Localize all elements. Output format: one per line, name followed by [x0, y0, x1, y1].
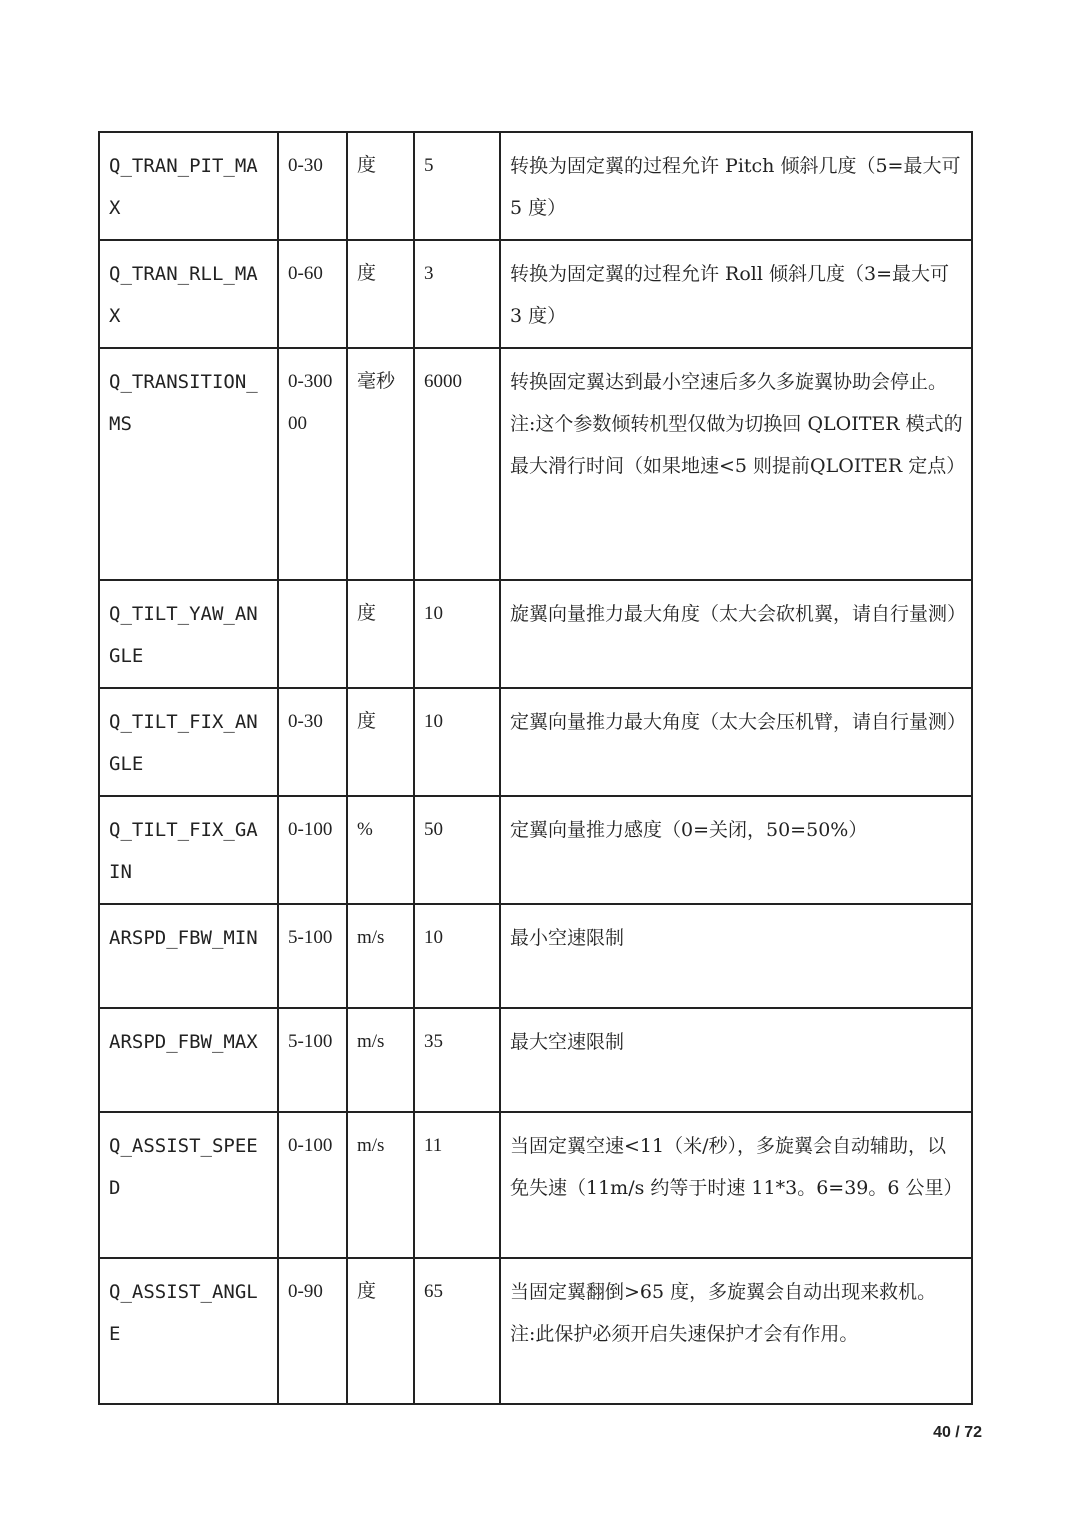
- param-name-cell: Q_TILT_YAW_ANGLE: [99, 580, 278, 688]
- param-name-cell: Q_TRAN_PIT_MAX: [99, 132, 278, 240]
- description-line: 定翼向量推力感度（0=关闭，50=50%）: [510, 819, 868, 841]
- param-default-cell: 50: [414, 796, 500, 904]
- table-row: [99, 580, 972, 688]
- param-default-cell: 10: [414, 688, 500, 796]
- description-line: 转换为固定翼的过程允许 Pitch 倾斜几度（5=最大可 5 度）: [510, 155, 961, 219]
- param-name-cell: Q_ASSIST_SPEED: [99, 1112, 278, 1258]
- param-description-cell: [500, 1008, 972, 1112]
- param-name-cell: Q_TRANSITION_MS: [99, 348, 278, 580]
- param-default-cell: 6000: [414, 348, 500, 580]
- page-number: 40 / 72: [933, 1424, 982, 1441]
- param-unit-cell: m/s: [347, 904, 414, 1008]
- description-line: 最小空速限制: [510, 927, 625, 949]
- table-row: [99, 1112, 972, 1258]
- param-range-cell: 0-90: [278, 1258, 347, 1404]
- table-row: [99, 688, 972, 796]
- param-range-cell: 5-100: [278, 1008, 347, 1112]
- description-line: 最大空速限制: [510, 1031, 625, 1053]
- description-line: 转换固定翼达到最小空速后多久多旋翼协助会停止。: [510, 371, 948, 393]
- param-range-cell: 0-30: [278, 132, 347, 240]
- param-description-cell: [500, 1112, 972, 1258]
- param-unit-cell: m/s: [347, 1112, 414, 1258]
- param-name-cell: Q_TILT_FIX_GAIN: [99, 796, 278, 904]
- parameter-table-body: [99, 132, 972, 1404]
- description-line: 注:这个参数倾转机型仅做为切换回 QLOITER 模式的最大滑行时间（如果地速<5 则提前QLOITER 定点）: [510, 413, 966, 477]
- param-unit-cell: 度: [347, 240, 414, 348]
- param-name-cell: Q_ASSIST_ANGLE: [99, 1258, 278, 1404]
- param-description-cell: [500, 348, 972, 580]
- description-line: 当固定翼空速<11（米/秒），多旋翼会自动辅助，以免失速（11m/s 约等于时速 11*3。6=39。6 公里）: [510, 1135, 963, 1199]
- param-name-cell: Q_TILT_FIX_ANGLE: [99, 688, 278, 796]
- param-range-cell: 0-100: [278, 796, 347, 904]
- param-unit-cell: 毫秒: [347, 348, 414, 580]
- table-row: [99, 1258, 972, 1404]
- param-unit-cell: 度: [347, 688, 414, 796]
- param-range-cell: 0-100: [278, 1112, 347, 1258]
- param-default-cell: 11: [414, 1112, 500, 1258]
- param-range-cell: 0-60: [278, 240, 347, 348]
- param-range-cell: [278, 580, 347, 688]
- param-default-cell: 65: [414, 1258, 500, 1404]
- param-description-cell: [500, 688, 972, 796]
- description-line: 注:此保护必须开启失速保护才会有作用。: [510, 1323, 859, 1345]
- param-description-cell: [500, 240, 972, 348]
- param-name-cell: ARSPD_FBW_MIN: [99, 904, 278, 1008]
- param-description-cell: [500, 132, 972, 240]
- table-row: [99, 240, 972, 348]
- description-line: 旋翼向量推力最大角度（太大会砍机翼，请自行量测）: [510, 603, 967, 625]
- param-default-cell: 5: [414, 132, 500, 240]
- param-default-cell: 10: [414, 904, 500, 1008]
- param-range-cell: 5-100: [278, 904, 347, 1008]
- table-row: [99, 1008, 972, 1112]
- description-line: 定翼向量推力最大角度（太大会压机臂，请自行量测）: [510, 711, 967, 733]
- param-description-cell: [500, 1258, 972, 1404]
- table-row: [99, 904, 972, 1008]
- param-description-cell: [500, 580, 972, 688]
- param-range-cell: 0-30000: [278, 348, 347, 580]
- description-line: 转换为固定翼的过程允许 Roll 倾斜几度（3=最大可 3 度）: [510, 263, 949, 327]
- param-default-cell: 35: [414, 1008, 500, 1112]
- param-default-cell: 3: [414, 240, 500, 348]
- param-name-cell: Q_TRAN_RLL_MAX: [99, 240, 278, 348]
- param-unit-cell: 度: [347, 580, 414, 688]
- table-row: [99, 132, 972, 240]
- description-line: 当固定翼翻倒>65 度，多旋翼会自动出现来救机。: [510, 1281, 937, 1303]
- parameter-table: [98, 131, 973, 1405]
- param-description-cell: [500, 796, 972, 904]
- param-name-cell: ARSPD_FBW_MAX: [99, 1008, 278, 1112]
- param-default-cell: 10: [414, 580, 500, 688]
- param-range-cell: 0-30: [278, 688, 347, 796]
- param-unit-cell: 度: [347, 132, 414, 240]
- param-unit-cell: 度: [347, 1258, 414, 1404]
- param-unit-cell: m/s: [347, 1008, 414, 1112]
- param-unit-cell: %: [347, 796, 414, 904]
- table-row: [99, 796, 972, 904]
- table-row: [99, 348, 972, 580]
- param-description-cell: [500, 904, 972, 1008]
